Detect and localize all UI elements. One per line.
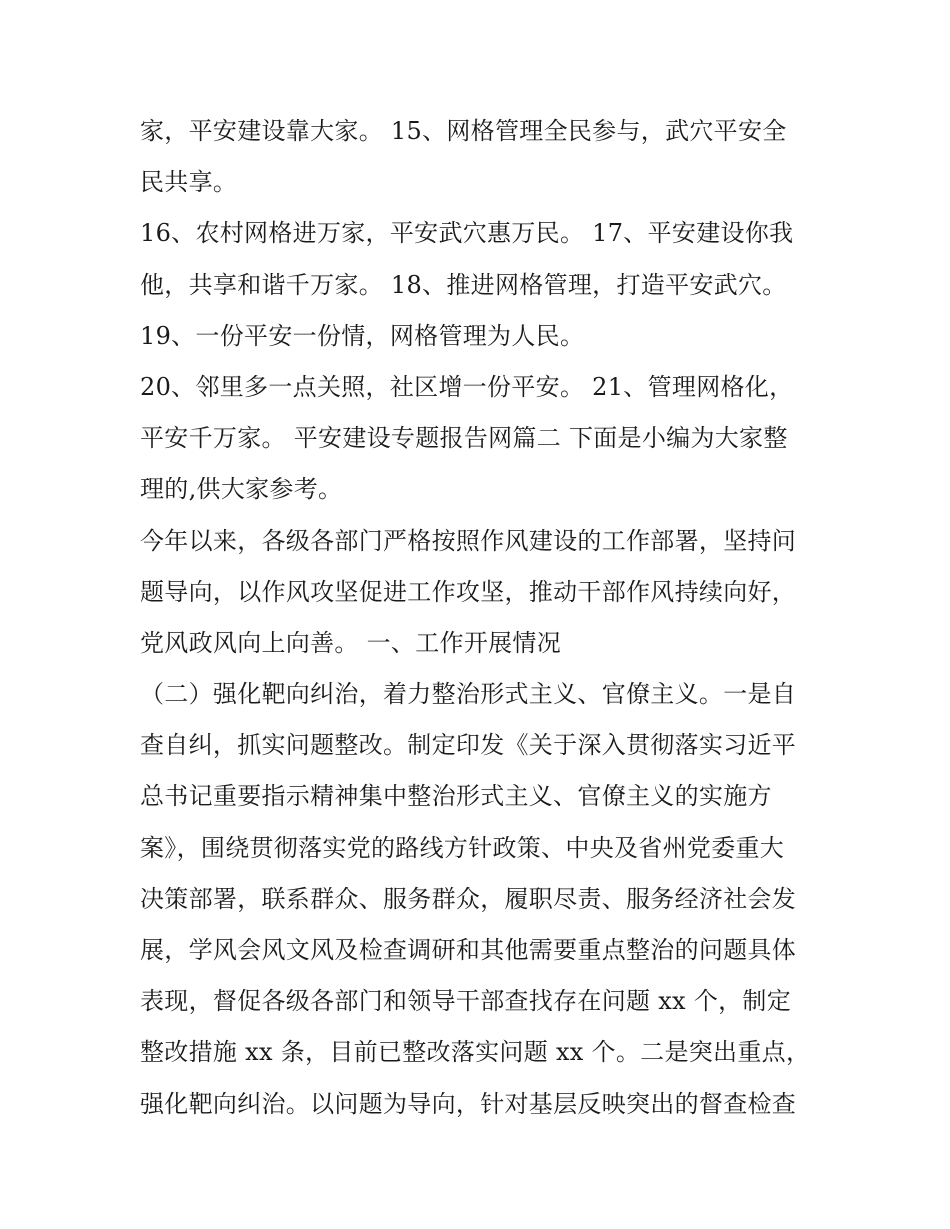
text-line: 他，共享和谐千万家。 18、推进网格管理，打造平安武穴。 xyxy=(140,270,787,299)
text-line: 展，学风会风文风及检查调研和其他需要重点整治的问题具体 xyxy=(140,936,797,964)
text-line: 理的,供大家参考。 xyxy=(140,475,343,504)
text-line: 20、邻里多一点关照，社区增一份平安。 21、管理网格化， xyxy=(140,372,794,401)
text-line: 今年以来，各级各部门严格按照作风建设的工作部署，坚持问 xyxy=(140,526,797,555)
text-line: 总书记重要指示精神集中整治形式主义、官僚主义的实施方 xyxy=(140,782,772,811)
text-line: 党风政风向上向善。 一、工作开展情况 xyxy=(140,628,562,657)
text-line: 16、农村网格进万家，平安武穴惠万民。 17、平安建设你我 xyxy=(140,219,794,248)
text-line: （二）强化靶向纠治，着力整治形式主义、官僚主义。一是自 xyxy=(140,680,797,709)
text-line: 题导向，以作风攻坚促进工作攻坚，推动干部作风持续向好， xyxy=(140,577,797,606)
text-line: 决策部署，联系群众、服务群众，履职尽责、服务经济社会发 xyxy=(140,884,797,913)
text-line: 查自纠，抓实问题整改。制定印发《关于深入贯彻落实习近平 xyxy=(140,731,797,760)
text-line: 表现，督促各级各部门和领导干部查找存在问题 xx 个，制定 xyxy=(140,987,792,1016)
text-line: 民共享。 xyxy=(140,168,238,197)
text-line: 整改措施 xx 条，目前已整改落实问题 xx 个。二是突出重点， xyxy=(140,1038,811,1067)
text-line: 强化靶向纠治。以问题为导向，针对基层反映突出的督查检查 xyxy=(140,1089,797,1118)
document-body xyxy=(140,106,820,1130)
text-line: 案》，围绕贯彻落实党的路线方针政策、中央及省州党委重大 xyxy=(140,833,785,862)
text-line: 19、一份平安一份情，网格管理为人民。 xyxy=(140,321,585,350)
text-line: 家，平安建设靠大家。 15、网格管理全民参与，武穴平安全 xyxy=(140,117,787,145)
text-line: 平安千万家。 平安建设专题报告网篇二 下面是小编为大家整 xyxy=(140,424,788,453)
